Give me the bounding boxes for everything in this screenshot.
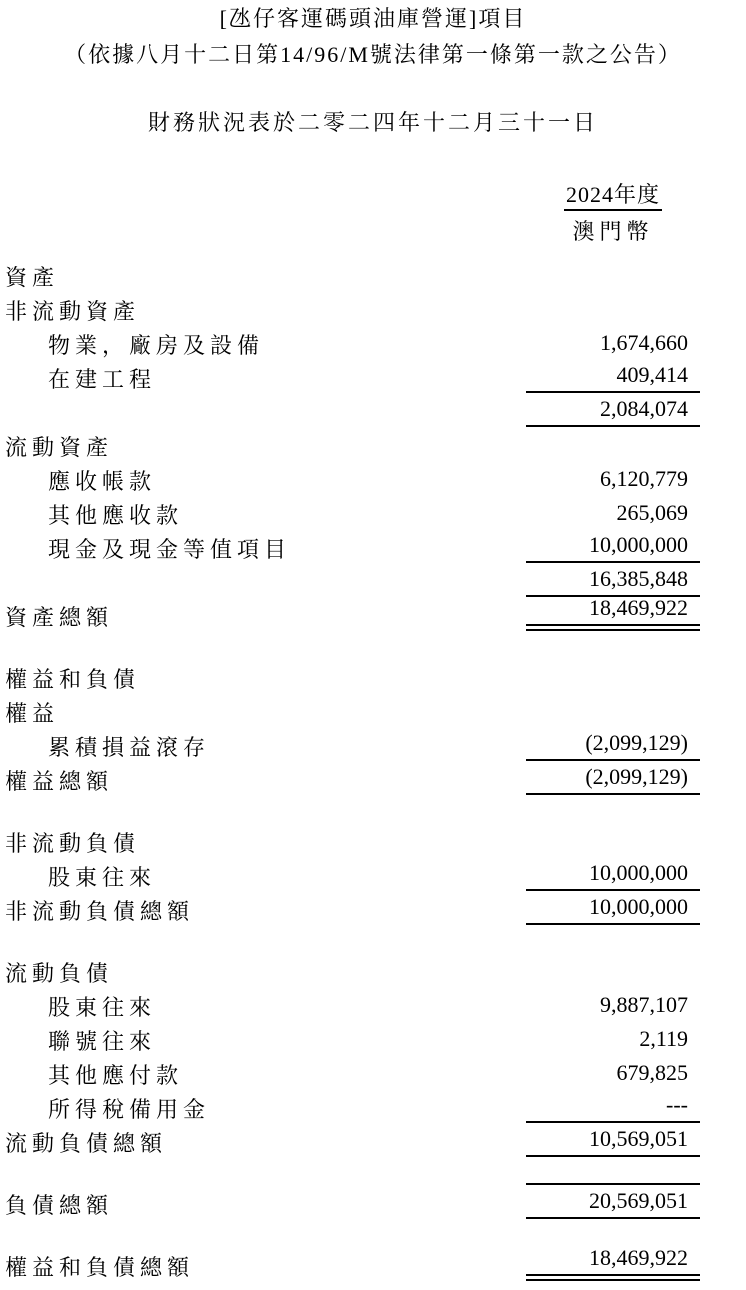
row-value: 265,069 <box>616 500 688 525</box>
legal-reference: （依據八月十二日第14/96/M號法律第一條第一款之公告） <box>64 42 682 67</box>
row-label: 負債總額 <box>5 1193 114 1218</box>
row-label: 權益總額 <box>5 769 114 794</box>
table-row <box>0 1247 746 1281</box>
row-label: 現金及現金等值項目 <box>48 537 292 562</box>
row-value: 2,119 <box>639 1026 688 1051</box>
row-label: 股東往來 <box>48 995 157 1020</box>
row-value: 10,000,000 <box>526 532 700 563</box>
row-label: 權益和負債 <box>5 667 141 692</box>
row-value <box>526 458 700 461</box>
row-value: 6,120,779 <box>600 466 688 491</box>
row-value: 409,414 <box>526 362 700 393</box>
table-row <box>0 1055 746 1089</box>
row-value: 20,569,051 <box>526 1183 700 1219</box>
table-row <box>0 529 746 563</box>
row-value: (2,099,129) <box>526 730 700 761</box>
table-row <box>0 291 746 325</box>
row-label: 資產總額 <box>5 605 114 630</box>
row-value: (2,099,129) <box>526 764 700 795</box>
row-label: 物業，廠房及設備 <box>48 333 265 358</box>
row-value: 10,569,051 <box>526 1126 700 1157</box>
amount-column-header <box>0 182 700 245</box>
row-label: 其他應收款 <box>48 503 184 528</box>
row-label: 其他應付款 <box>48 1063 184 1088</box>
row-value: 9,887,107 <box>600 992 688 1017</box>
table-row <box>0 359 746 393</box>
amount-column-box <box>526 182 700 245</box>
row-label: 流動負債總額 <box>5 1131 168 1156</box>
table-row <box>0 1185 746 1219</box>
row-value <box>526 288 700 291</box>
table-row <box>0 461 746 495</box>
statement-rows <box>0 257 746 1281</box>
row-label: 權益 <box>5 701 60 726</box>
blank-line <box>0 631 746 659</box>
row-value: 2,084,074 <box>526 396 700 427</box>
column-currency-label: 澳門幣 <box>572 219 654 244</box>
row-label: 非流動負債總額 <box>5 899 195 924</box>
table-row <box>0 891 746 925</box>
table-row <box>0 857 746 891</box>
row-label: 應收帳款 <box>48 469 157 494</box>
row-value <box>526 322 700 325</box>
row-value <box>526 690 700 693</box>
row-label: 資產 <box>5 265 60 290</box>
row-label: 累積損益滾存 <box>48 735 211 760</box>
table-row <box>0 823 746 857</box>
row-value: 16,385,848 <box>526 566 700 597</box>
blank-line <box>0 1157 746 1185</box>
row-label: 在建工程 <box>48 367 157 392</box>
row-label: 所得稅備用金 <box>48 1097 211 1122</box>
table-row <box>0 659 746 693</box>
table-row <box>0 325 746 359</box>
table-row <box>0 427 746 461</box>
table-row <box>0 1089 746 1123</box>
table-row <box>0 257 746 291</box>
row-label: 股東往來 <box>48 865 157 890</box>
table-row <box>0 1021 746 1055</box>
row-value <box>526 854 700 857</box>
table-row <box>0 693 746 727</box>
table-row <box>0 727 746 761</box>
row-label: 聯號往來 <box>48 1029 157 1054</box>
row-value: 1,674,660 <box>600 330 688 355</box>
row-value: 679,825 <box>616 1060 688 1085</box>
table-row <box>0 953 746 987</box>
blank-line <box>0 925 746 953</box>
row-label: 非流動資產 <box>5 299 141 324</box>
row-value: 18,469,922 <box>526 1245 700 1281</box>
document-header <box>0 0 746 138</box>
table-row <box>0 597 746 631</box>
table-row <box>0 495 746 529</box>
table-row <box>0 393 746 427</box>
statement-title: 財務狀況表於二零二四年十二月三十一日 <box>147 110 598 135</box>
row-value <box>526 724 700 727</box>
row-value: 18,469,922 <box>526 595 700 631</box>
column-year-label: 2024年度 <box>564 182 662 211</box>
project-title: [氹仔客運碼頭油庫營運]項目 <box>219 6 527 31</box>
row-value: --- <box>526 1092 700 1123</box>
row-value: 10,000,000 <box>526 894 700 925</box>
blank-line <box>0 795 746 823</box>
table-row <box>0 1123 746 1157</box>
table-row <box>0 987 746 1021</box>
table-row <box>0 761 746 795</box>
row-value: 10,000,000 <box>526 860 700 891</box>
row-label: 流動資產 <box>5 435 114 460</box>
row-value <box>526 984 700 987</box>
table-row <box>0 563 746 597</box>
row-label: 權益和負債總額 <box>5 1255 195 1280</box>
blank-line <box>0 1219 746 1247</box>
row-label: 流動負債 <box>5 961 114 986</box>
row-label: 非流動負債 <box>5 831 141 856</box>
